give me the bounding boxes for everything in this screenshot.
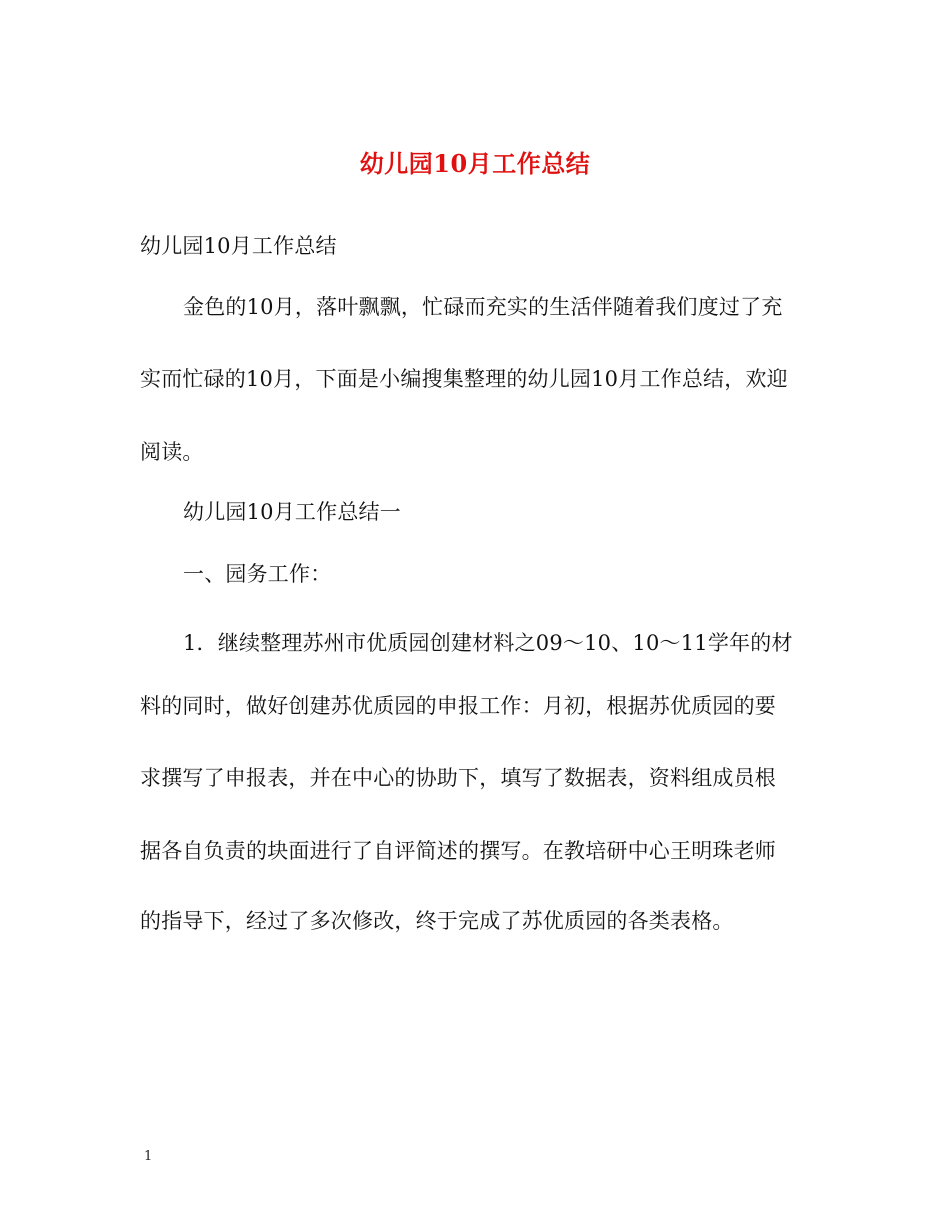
section-heading: 幼儿园10月工作总结一 (183, 500, 401, 524)
doc-subtitle-line: 幼儿园10月工作总结 (140, 234, 337, 258)
paragraph-line: 阅读。 (140, 440, 204, 464)
paragraph-line: 实而忙碌的10月，下面是小编搜集整理的幼儿园10月工作总结，欢迎 (140, 367, 788, 391)
paragraph-line: 求撰写了申报表，并在中心的协助下，填写了数据表，资料组成员根 (140, 766, 776, 790)
paragraph-line: 据各自负责的块面进行了自评简述的撰写。在教培研中心王明珠老师 (140, 839, 776, 863)
paragraph-line: 料的同时，做好创建苏优质园的申报工作：月初，根据苏优质园的要 (140, 694, 776, 718)
document-title: 幼儿园10月工作总结 (359, 149, 591, 178)
paragraph-line: 的指导下，经过了多次修改，终于完成了苏优质园的各类表格。 (140, 909, 734, 933)
section-heading: 一、园务工作： (183, 562, 332, 586)
paragraph-line: 金色的10月，落叶飘飘，忙碌而充实的生活伴随着我们度过了充 (183, 295, 783, 319)
page-number: 1 (144, 1149, 153, 1164)
paragraph-line: 1．继续整理苏州市优质园创建材料之09～10、10～11学年的材 (183, 631, 793, 655)
